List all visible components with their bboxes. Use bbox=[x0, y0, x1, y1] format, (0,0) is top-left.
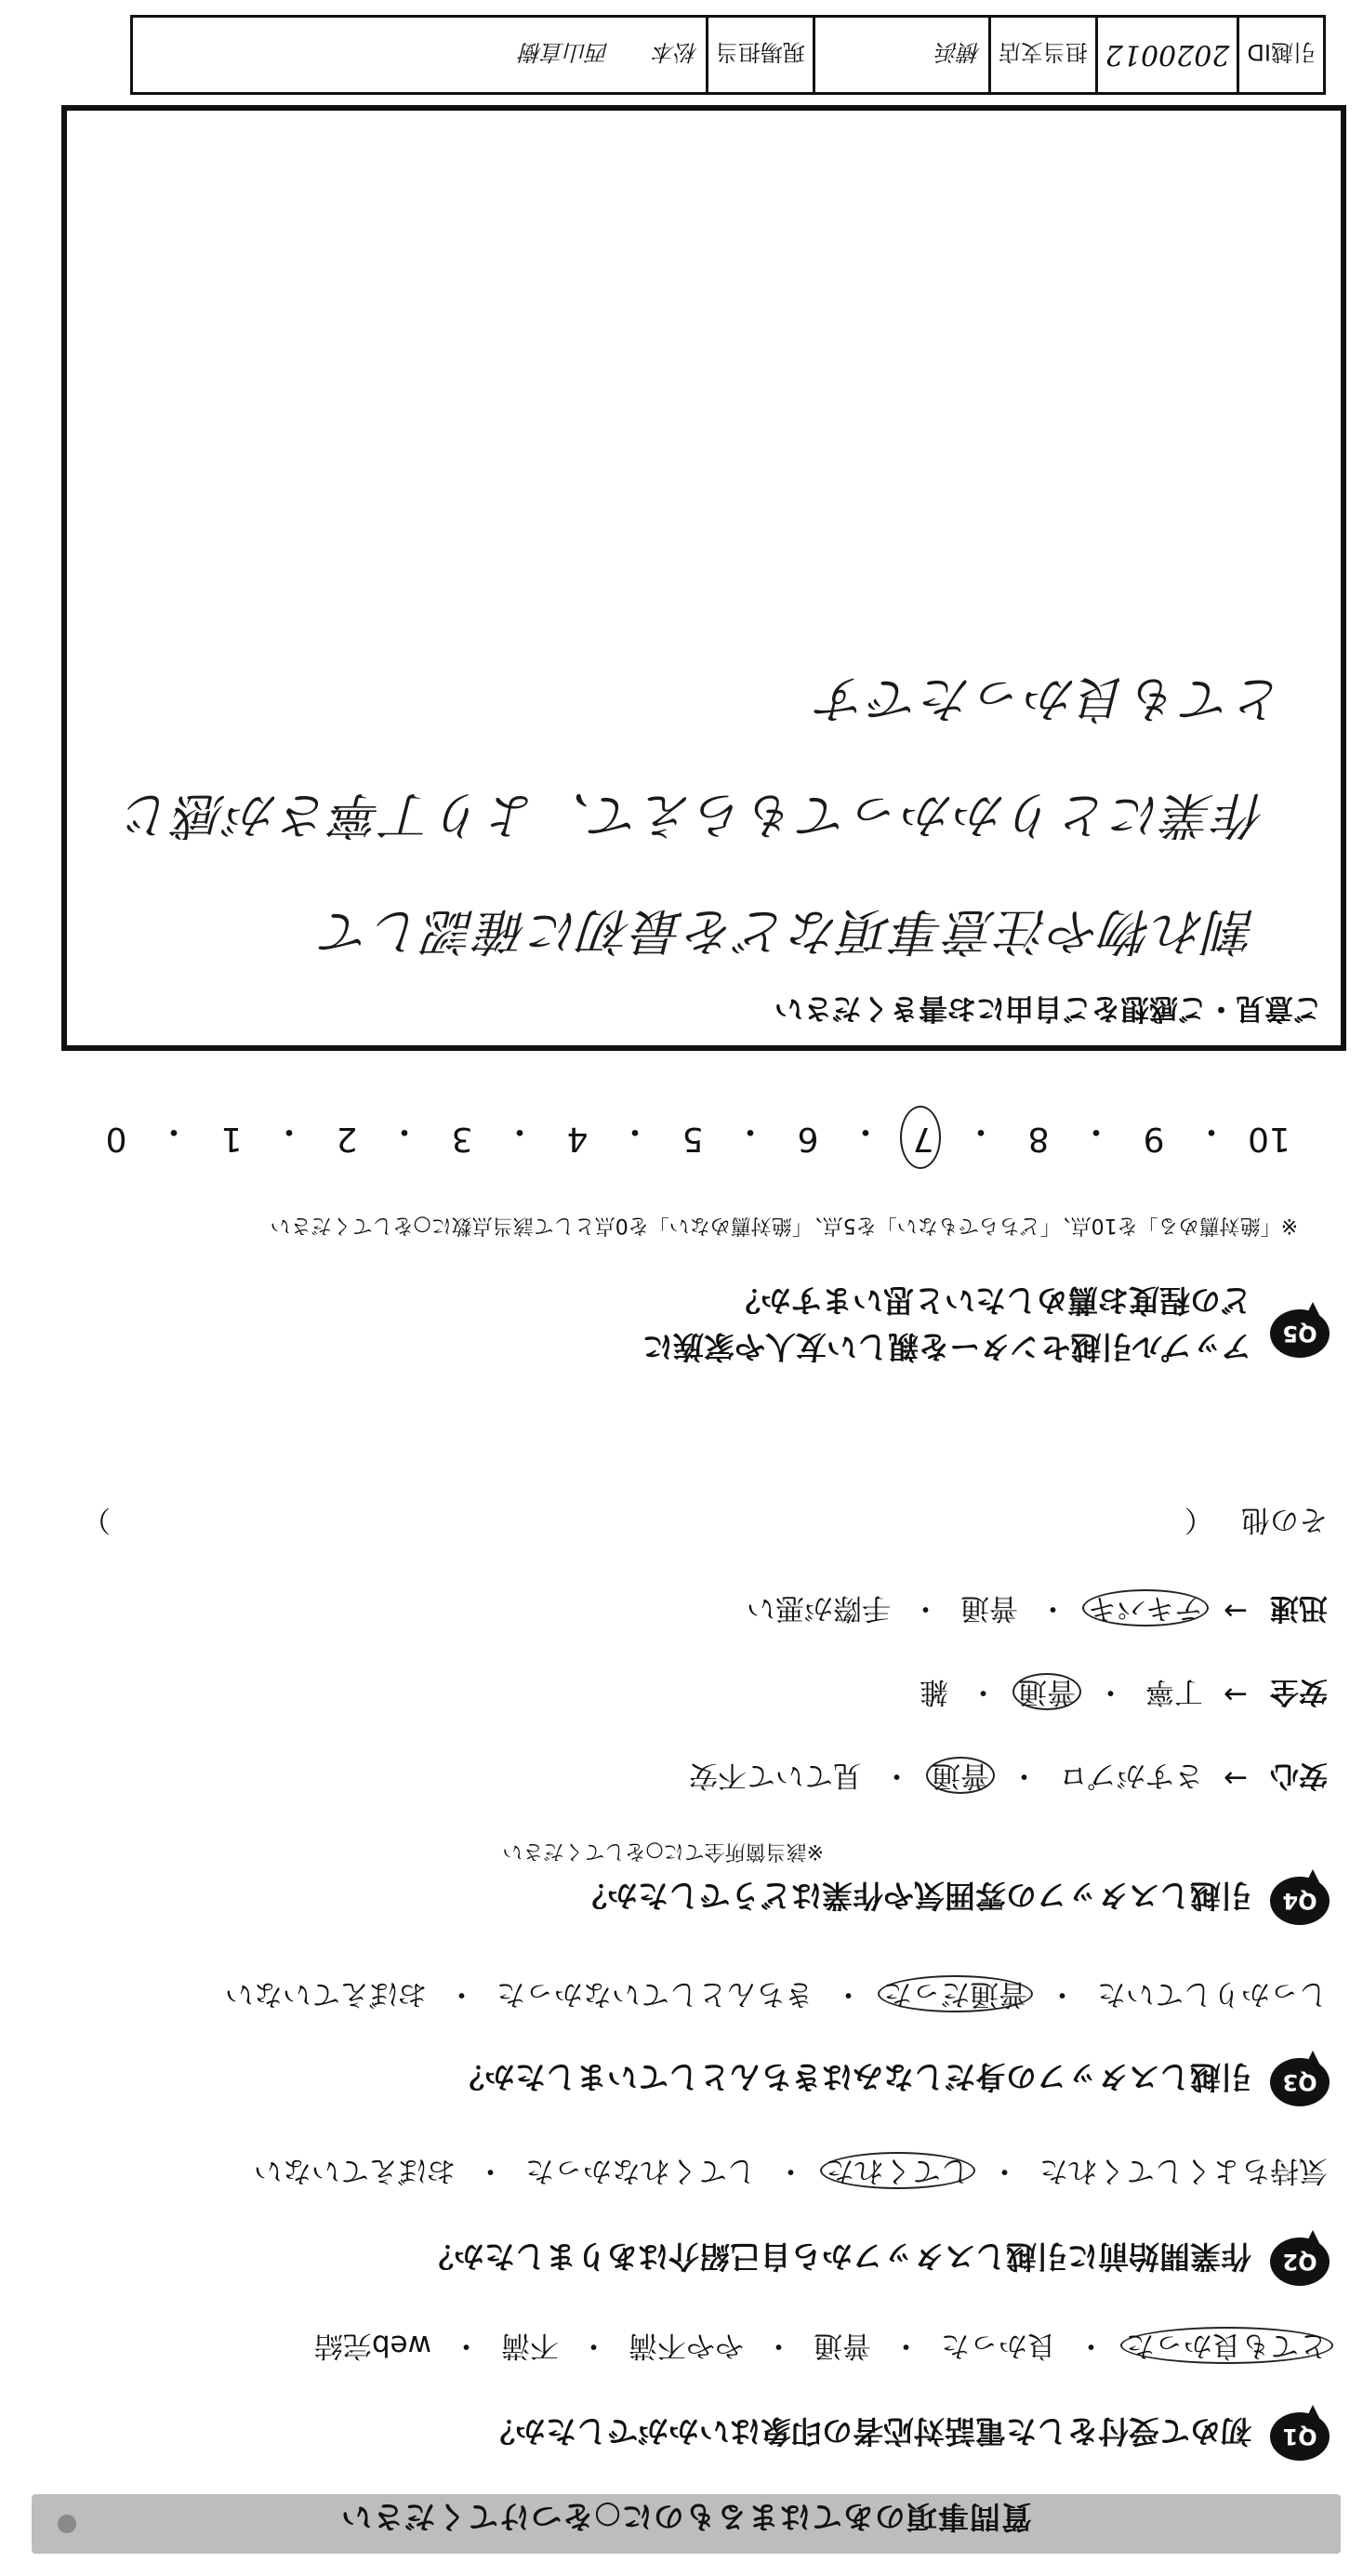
arrow-right-icon: → bbox=[1224, 1594, 1248, 1628]
q2-option[interactable]: 気持ちよくしてくれた bbox=[1039, 2154, 1328, 2187]
staff-names bbox=[131, 17, 707, 94]
staff-value: 西山直樹 bbox=[520, 39, 610, 66]
q4-option[interactable]: 手際が悪い bbox=[747, 1591, 892, 1625]
scale-1[interactable]: 1 bbox=[220, 1120, 243, 1158]
scale-4[interactable]: 4 bbox=[566, 1120, 589, 1158]
comment-handwriting-line: とても良かったです bbox=[816, 670, 1285, 728]
q1-option[interactable]: 良かった bbox=[941, 2329, 1056, 2362]
comment-handwriting-line: 作業にとりかかってもらえて、より丁寧さが感じ bbox=[122, 786, 1266, 844]
scale-5[interactable]: 5 bbox=[682, 1120, 704, 1158]
branch-value: 横浜 bbox=[814, 17, 989, 94]
comment-box[interactable] bbox=[61, 105, 1346, 1051]
q2-option[interactable]: してくれた bbox=[826, 2153, 970, 2195]
q4-option[interactable]: 丁寧 bbox=[1145, 1675, 1204, 1708]
q1-option[interactable]: とても良かった bbox=[1126, 2328, 1328, 2370]
q4-option[interactable]: 普通 bbox=[1018, 1674, 1076, 1716]
q1-option[interactable]: やや不満 bbox=[629, 2329, 744, 2362]
q4-question: 引越しスタッフの雰囲気や作業はどうでしたか？ bbox=[576, 1878, 1251, 1914]
q4-badge: Q4 bbox=[1270, 1877, 1330, 1925]
q3-question: 引越しスタッフの身だしなみはきちんとしていましたか？ bbox=[454, 2059, 1251, 2095]
q5-question-line2: どの程度お薦めしたいと思いますか？ bbox=[730, 1282, 1251, 1319]
move-id-label: 引越ID bbox=[1238, 17, 1325, 94]
q3-option[interactable]: きちんとしていなかった bbox=[496, 1977, 814, 2011]
arrow-right-icon: → bbox=[1224, 1678, 1248, 1712]
scale-8[interactable]: 8 bbox=[1027, 1120, 1050, 1158]
q4-option[interactable]: 普通 bbox=[960, 1591, 1019, 1625]
info-table bbox=[130, 15, 1326, 95]
branch-label: 担当支店 bbox=[989, 17, 1096, 94]
q1-options: とても良かった ・ 良かった ・ 普通 ・ やや不満 ・ 不満 ・ web完結 bbox=[314, 2328, 1328, 2370]
q3-option[interactable]: しっかりしていた bbox=[1097, 1977, 1328, 2011]
q4-row-label: 迅速 bbox=[1270, 1591, 1328, 1625]
q3-option[interactable]: 普通だった bbox=[883, 1976, 1027, 2018]
q4-option[interactable]: テキパキ bbox=[1088, 1590, 1203, 1632]
banner-dot bbox=[58, 2515, 76, 2533]
q4-row-label: 安全 bbox=[1270, 1675, 1328, 1708]
arrow-right-icon: → bbox=[1224, 1761, 1248, 1796]
q1-option[interactable]: 不満 bbox=[501, 2329, 559, 2362]
comment-handwriting-line: 割れ物や注意事項などを最初に確認して bbox=[320, 902, 1257, 961]
q4-other-close: ） bbox=[82, 1503, 111, 1536]
leader-value: 松本 bbox=[653, 39, 698, 66]
q4-option[interactable]: 見ていて不安 bbox=[689, 1759, 863, 1792]
q2-option[interactable]: してくれなかった bbox=[525, 2154, 756, 2187]
q4-row-label: 安心 bbox=[1270, 1759, 1328, 1792]
q4-row-anzen: 安全 → 丁寧 ・ 普通 ・ 雑 bbox=[920, 1674, 1328, 1716]
q2-badge: Q2 bbox=[1270, 2237, 1330, 2286]
scale-6[interactable]: 6 bbox=[797, 1120, 819, 1158]
scale-3[interactable]: 3 bbox=[451, 1120, 473, 1158]
scale-10[interactable]: 10 bbox=[1248, 1120, 1290, 1158]
q1-option[interactable]: web完結 bbox=[313, 2329, 431, 2362]
q5-question-line1: アップル引越センターを親しい友人や家族に bbox=[642, 1329, 1251, 1365]
q1-option[interactable]: 普通 bbox=[814, 2329, 871, 2362]
q4-option[interactable]: さすがプロ bbox=[1059, 1759, 1204, 1792]
q3-option[interactable]: おぼえていない bbox=[225, 1977, 427, 2011]
move-id-value: 2020012 bbox=[1096, 17, 1238, 94]
q4-other-open: （ bbox=[1184, 1503, 1213, 1536]
q1-question: 初めて受付をした電話対応者の印象はいかがでしたか？ bbox=[484, 2413, 1251, 2450]
scale-2[interactable]: 2 bbox=[336, 1120, 358, 1158]
scale-9[interactable]: 9 bbox=[1143, 1120, 1165, 1158]
q4-note: ※該当箇所全てに○をしてください bbox=[502, 1839, 824, 1863]
q4-other-row bbox=[82, 1502, 1328, 1544]
scale-7[interactable]: 7 bbox=[894, 1110, 952, 1158]
instruction-banner bbox=[32, 2494, 1341, 2554]
q3-options: しっかりしていた ・ 普通だった ・ きちんとしていなかった ・ おぼえていない bbox=[225, 1976, 1328, 2018]
q5-badge: Q5 bbox=[1270, 1309, 1330, 1358]
q2-question: 作業開始前に引越しスタッフから自己紹介はありましたか？ bbox=[423, 2238, 1251, 2275]
q4-row-anshin: 安心 → さすがプロ ・ 普通 ・ 見ていて不安 bbox=[689, 1758, 1328, 1799]
comment-header: ご意見・ご感想をご自由にお書きください bbox=[774, 991, 1322, 1025]
instruction-text: 質問事項のあてはまるものに○をつけてください bbox=[340, 2499, 1032, 2535]
scale-0[interactable]: 0 bbox=[105, 1120, 127, 1158]
q4-option[interactable]: 普通 bbox=[932, 1758, 989, 1799]
q4-other-label: その他 bbox=[1241, 1503, 1328, 1536]
q5-note: ※「絶対薦める」を10点、「どちらでもない」を5点、「絶対薦めない」を0点として該当点数に○をしてください bbox=[270, 1214, 1298, 1237]
q4-option[interactable]: 雑 bbox=[920, 1675, 949, 1708]
q1-badge: Q1 bbox=[1270, 2412, 1330, 2461]
q2-options: 気持ちよくしてくれた ・ してくれた ・ してくれなかった ・ おぼえていない bbox=[254, 2153, 1328, 2195]
q2-option[interactable]: おぼえていない bbox=[254, 2154, 456, 2187]
q4-row-jinsoku: 迅速 → テキパキ ・ 普通 ・ 手際が悪い bbox=[747, 1590, 1328, 1632]
q5-scale: 10 ・ 9 ・ 8 ・ 7 ・ 6 ・ 5 ・ 4 ・ 3 ・ 2 ・ 1 ・ 0 bbox=[87, 1110, 1298, 1158]
leader-label: 現場担当 bbox=[707, 17, 814, 94]
q3-badge: Q3 bbox=[1270, 2058, 1330, 2106]
